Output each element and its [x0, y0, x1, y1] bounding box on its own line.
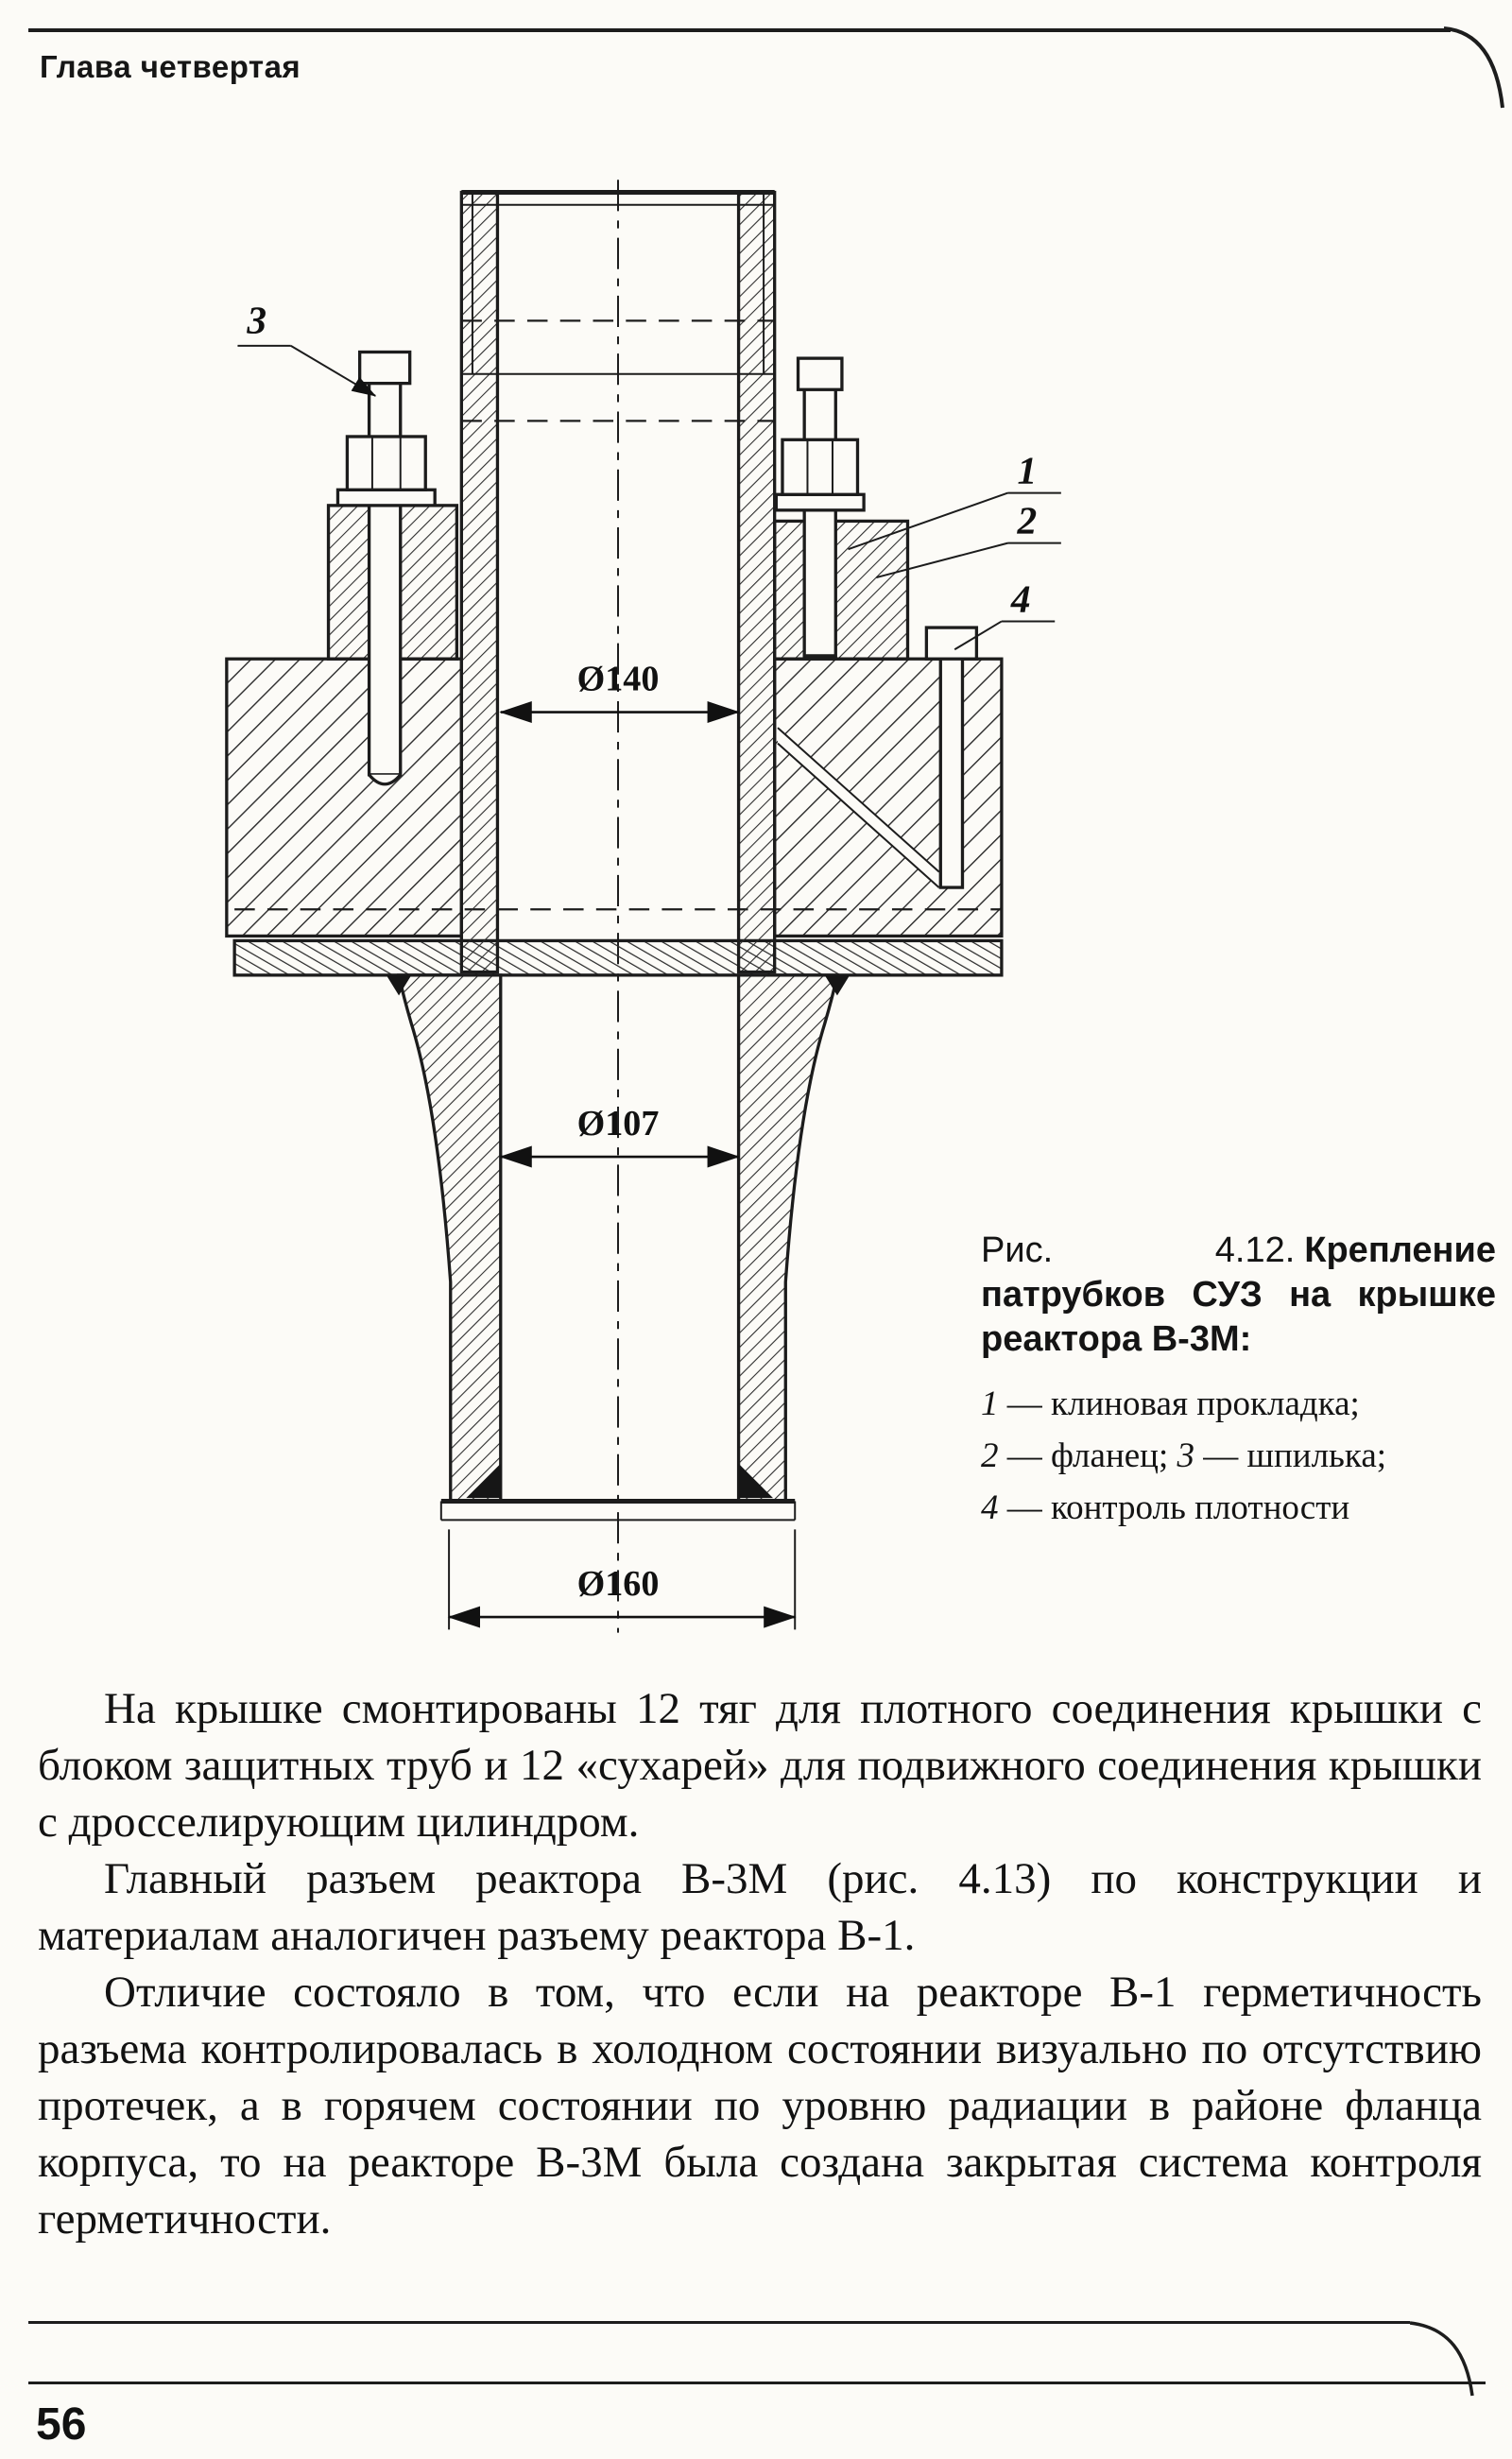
callout-1: 1 — [1017, 448, 1038, 492]
legend-line-3 — [981, 1483, 1496, 1535]
chapter-header: Глава четвертая — [40, 49, 301, 84]
body-text — [38, 1680, 1482, 2247]
dimension-label-160: Ø160 — [576, 1563, 660, 1604]
figure-title: Крепление патрубков СУЗ на крышке реактора В-3М: — [981, 1230, 1496, 1360]
figure-caption — [981, 1229, 1496, 1535]
legend-num-3: 3 — [1177, 1436, 1194, 1476]
legend-num-4: 4 — [981, 1487, 999, 1527]
top-corner-flourish — [1444, 25, 1510, 114]
legend-num-2: 2 — [981, 1436, 999, 1476]
figure-legend — [981, 1379, 1496, 1534]
figure-number: Рис. 4.12. — [981, 1230, 1296, 1270]
dimension-upper-bore — [501, 659, 739, 712]
dimension-mid-bore — [501, 1104, 739, 1157]
footer-rule-lower — [28, 2382, 1486, 2384]
paragraph-2: Главный разъем реактора В-3М (рис. 4.13) по конструкции и материалам аналогичен разъему реактора В-1. — [38, 1854, 1482, 1960]
dimension-label-140: Ø140 — [576, 659, 660, 699]
footer-rule-upper — [28, 2321, 1410, 2324]
dimension-outer-diameter — [449, 1529, 795, 1629]
top-rule — [28, 28, 1451, 32]
stud-assembly-right — [775, 358, 908, 659]
caption-title — [981, 1229, 1496, 1362]
legend-text-1: — клиновая прокладка; — [998, 1384, 1360, 1424]
paragraph-1: На крышке смонтированы 12 тяг для плотного соединения крышки с блоком защитных труб и 12 «сухарей» для подвижного соединения крышки с дросселирующим цилиндром. — [38, 1684, 1482, 1847]
legend-text-2b: — шпилька; — [1194, 1436, 1387, 1476]
legend-line-2 — [981, 1431, 1496, 1483]
callout-3: 3 — [247, 298, 267, 342]
legend-text-2a: — фланец; — [998, 1436, 1177, 1476]
callout-2: 2 — [1017, 498, 1038, 542]
legend-text-3: — контроль плотности — [998, 1487, 1350, 1527]
callout-4: 4 — [1010, 576, 1031, 621]
legend-num-1: 1 — [981, 1384, 999, 1424]
legend-line-1 — [981, 1379, 1496, 1431]
cover-plate — [227, 659, 1002, 975]
paragraph-3: Отличие состояло в том, что если на реакторе В-1 герметичность разъема контролировалась в холодном состоянии визуально по отсутствию протечек, а в горячем состоянии по уровню радиации в районе фланца корпуса, то на реакторе В-3М была создана закрытая система контроля герметичности. — [38, 1968, 1482, 2244]
footer-corner-flourish — [1410, 2320, 1490, 2400]
dimension-label-107: Ø107 — [576, 1103, 660, 1144]
page-number: 56 — [36, 2399, 87, 2450]
